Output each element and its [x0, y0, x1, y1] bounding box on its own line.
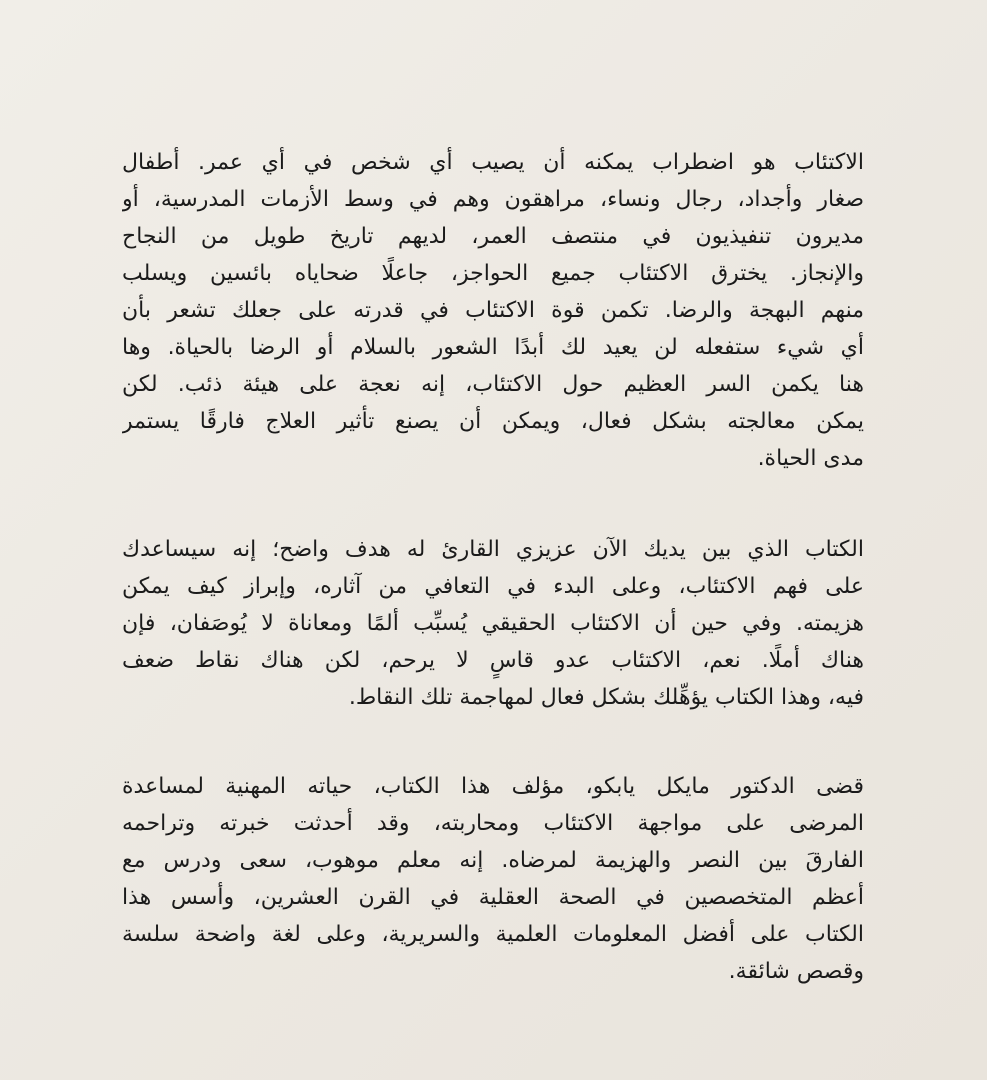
text-line: هنا يكمن السر العظيم حول الاكتئاب، إنه نعجة على هيئة ذئب. لكن — [122, 372, 864, 397]
text-line: مدى الحياة. — [757, 446, 864, 471]
text-line: على فهم الاكتئاب، وعلى البدء في التعافي من آثاره، وإبراز كيف يمكن — [122, 574, 864, 599]
text-line: وقصص شائقة. — [728, 959, 864, 984]
text-line: هزيمته. وفي حين أن الاكتئاب الحقيقي يُسبِّب ألمًا ومعاناة لا يُوصَفان، فإن — [122, 611, 864, 636]
text-line: والإنجاز. يخترق الاكتئاب جميع الحواجز، جاعلًا ضحاياه بائسين ويسلب — [122, 261, 864, 286]
paragraph-about-author — [122, 768, 864, 990]
text-line: هناك أملًا. نعم، الاكتئاب عدو قاسٍ لا يرحم، لكن هناك نقاط ضعف — [122, 648, 864, 673]
text-line: منهم البهجة والرضا. تكمن قوة الاكتئاب في قدرته على جعلك تشعر بأن — [122, 298, 864, 323]
text-line: مديرون تنفيذيون في منتصف العمر، لديهم تاريخ طويل من النجاح — [122, 224, 864, 249]
text-line: الاكتئاب هو اضطراب يمكنه أن يصيب أي شخص في أي عمر. أطفال — [122, 150, 864, 175]
text-line: فيه، وهذا الكتاب يؤهِّلك بشكل فعال لمهاجمة تلك النقاط. — [348, 685, 864, 710]
text-line: المرضى على مواجهة الاكتئاب ومحاربته، وقد أحدثت خبرته وتراحمه — [122, 811, 864, 836]
text-line: الكتاب الذي بين يديك الآن عزيزي القارئ له هدف واضح؛ إنه سيساعدك — [122, 537, 864, 562]
paragraph-depression-intro — [122, 144, 864, 477]
text-line: الكتاب على أفضل المعلومات العلمية والسريرية، وعلى لغة واضحة سلسة — [122, 922, 864, 947]
text-line: أي شيء ستفعله لن يعيد لك أبدًا الشعور بالسلام أو الرضا بالحياة. وها — [122, 335, 864, 360]
text-line: أعظم المتخصصين في الصحة العقلية في القرن العشرين، وأسس هذا — [122, 885, 864, 910]
paragraph-book-purpose — [122, 531, 864, 716]
text-line: قضى الدكتور مايكل يابكو، مؤلف هذا الكتاب، حياته المهنية لمساعدة — [122, 774, 864, 799]
text-line: يمكن معالجته بشكل فعال، ويمكن أن يصنع تأثير العلاج فارقًا يستمر — [122, 409, 864, 434]
text-line: صغار وأجداد، رجال ونساء، مراهقون وهم في وسط الأزمات المدرسية، أو — [122, 187, 864, 212]
text-line: الفارقَ بين النصر والهزيمة لمرضاه. إنه معلم موهوب، سعى ودرس مع — [122, 848, 864, 873]
